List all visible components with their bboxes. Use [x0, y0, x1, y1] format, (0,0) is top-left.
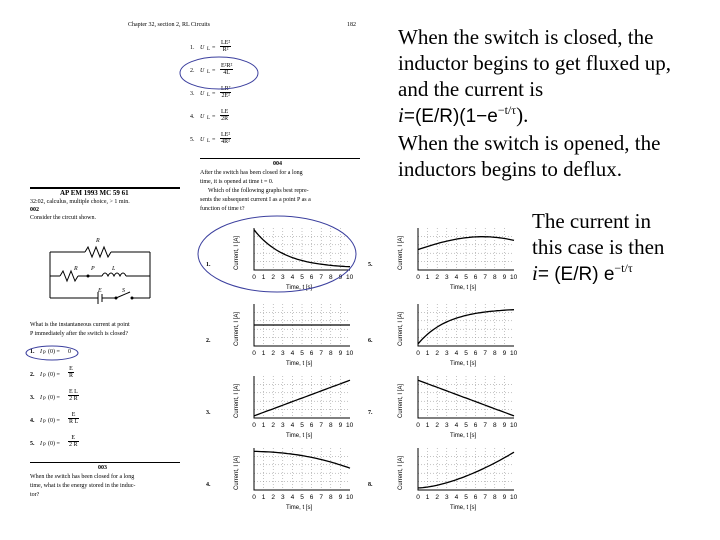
graph-tick-label: 6 — [473, 274, 478, 281]
problem-004-text: After the switch has been closed for a long — [200, 170, 303, 176]
graph-tick-label: 7 — [319, 350, 324, 357]
graph-option-label: 5. — [368, 262, 373, 268]
graph-tick-label: 8 — [493, 274, 497, 281]
graph-tick-label: 7 — [483, 422, 488, 429]
problem-002-question: P immediately after the switch is closed? — [30, 331, 129, 337]
circuit-diagram — [40, 232, 160, 310]
option-sub: P — [43, 374, 46, 379]
problem-003-text: When the switch has been closed for a long — [30, 474, 135, 480]
graph-tick-label: 2 — [435, 494, 440, 501]
problem-004-text: function of time t? — [200, 206, 245, 212]
graph-curve-fall_concave — [254, 451, 350, 468]
problem-002-source: AP EM 1993 MC 59 61 — [60, 189, 129, 197]
graph-tick-label: 5 — [464, 494, 468, 501]
graph-tick-label: 0 — [252, 350, 256, 357]
graph-option-label: 7. — [368, 410, 373, 416]
graph-tick-label: 2 — [435, 274, 440, 281]
problem-003-text: tor? — [30, 492, 40, 498]
problem-001-options: 1. U L = $\frac{\text{LE²}}{\text{R²}}$ 2. U L = $\frac{\text{E²R²}}{4L}$ 3. U L = $\frac{\text{LR²}}{\text{2E²}}$ 4. U L = $\frac{LE}{2R}$ 5. U L = $\frac{\text{LE²}}{\text{4R²}}$ — [190, 40, 233, 145]
option-lhs: I — [40, 395, 42, 401]
graph-tick-label: 0 — [252, 274, 256, 281]
problem-003-text: time, what is the energy stored in the induc- — [30, 483, 136, 489]
graph-tick-label: 0 — [416, 274, 420, 281]
graph-tick-label: 9 — [338, 274, 343, 281]
option-lhs: U — [200, 114, 205, 120]
graph-tick-label: 8 — [493, 350, 497, 357]
graph-tick-label: 10 — [510, 494, 518, 501]
graph-ylabel: Current, I [A] — [398, 311, 404, 346]
problem-002-question: What is the instantaneous current at point — [30, 322, 130, 328]
graph-svg — [200, 298, 360, 372]
option-lhs: U — [200, 137, 205, 143]
answer-circle-002 — [24, 344, 80, 362]
graph-xlabel: Time, t [s] — [286, 361, 313, 367]
option-arg: (0) = — [48, 441, 60, 447]
option-fraction: $\frac{LE}{2R}$ — [221, 109, 229, 122]
notes-closed-switch — [398, 24, 671, 182]
divider — [30, 462, 180, 463]
option-arg: (0) = — [48, 349, 60, 355]
circuit-label-r-left: R — [74, 266, 78, 272]
notes-line: When the switch is closed, the — [398, 25, 654, 49]
circuit-label-inductor: L — [112, 266, 116, 272]
option-label: 2. — [190, 68, 195, 74]
option-sub: L — [207, 139, 211, 144]
graph-tick-label: 5 — [464, 274, 468, 281]
graph-tick-label: 2 — [271, 274, 276, 281]
option-lhs: I — [40, 441, 42, 447]
graph-tick-label: 7 — [483, 350, 488, 357]
option-fraction: $\frac{E}{2 R}$ — [69, 435, 78, 448]
graph-tick-label: 1 — [425, 274, 430, 281]
option-sub: P — [43, 443, 46, 448]
graph-tick-label: 6 — [309, 350, 314, 357]
graph-tick-label: 8 — [329, 422, 333, 429]
graph-panel-3 — [200, 370, 360, 444]
option-lhs: U — [200, 68, 205, 74]
graph-tick-label: 4 — [290, 274, 295, 281]
option-sub: P — [43, 351, 46, 356]
notes-opened-switch — [532, 208, 664, 288]
graph-panel-8 — [364, 442, 524, 516]
graph-tick-label: 10 — [346, 274, 354, 281]
graph-tick-label: 10 — [346, 494, 354, 501]
option-label: 3. — [30, 395, 35, 401]
answer-circle-004 — [196, 214, 358, 294]
graph-option-label: 2. — [206, 338, 211, 344]
graph-tick-label: 0 — [416, 494, 420, 501]
notes-line: this case is then — [532, 235, 665, 259]
graph-tick-label: 10 — [510, 274, 518, 281]
option-sub: L — [207, 93, 211, 98]
option-label: 1. — [30, 349, 35, 355]
graph-tick-label: 3 — [281, 350, 285, 357]
option-lhs: U — [200, 91, 205, 97]
graph-xlabel: Time, t [s] — [286, 433, 313, 439]
graph-tick-label: 3 — [281, 422, 285, 429]
answer-circle-001 — [178, 54, 260, 92]
graph-tick-label: 7 — [319, 494, 324, 501]
notes-line: inductors begins to deflux. — [398, 157, 622, 181]
graph-tick-label: 0 — [252, 494, 256, 501]
graph-tick-label: 3 — [281, 274, 285, 281]
graph-tick-label: 1 — [425, 350, 430, 357]
option-label: 5. — [190, 137, 195, 143]
graph-tick-label: 5 — [300, 494, 304, 501]
graph-tick-label: 1 — [425, 494, 430, 501]
graph-tick-label: 0 — [416, 422, 420, 429]
option-sub: L — [207, 70, 211, 75]
graph-tick-label: 4 — [290, 422, 295, 429]
graph-tick-label: 9 — [502, 274, 507, 281]
graph-xlabel: Time, t [s] — [450, 361, 477, 367]
graph-tick-label: 10 — [346, 350, 354, 357]
option-sub: L — [207, 47, 211, 52]
graph-tick-label: 10 — [510, 350, 518, 357]
graph-tick-label: 4 — [290, 494, 295, 501]
graph-panel-7 — [364, 370, 524, 444]
graph-tick-label: 0 — [416, 350, 420, 357]
graph-tick-label: 6 — [309, 494, 314, 501]
graph-tick-label: 2 — [271, 422, 276, 429]
graph-ylabel: Current, I [A] — [234, 311, 240, 346]
graph-tick-label: 8 — [493, 422, 497, 429]
graph-ylabel: Current, I [A] — [234, 383, 240, 418]
graph-tick-label: 9 — [338, 422, 343, 429]
graph-tick-label: 2 — [435, 422, 440, 429]
notes-line: inductor begins to get fluxed up, — [398, 51, 671, 75]
graph-tick-label: 3 — [445, 422, 449, 429]
graph-svg — [364, 370, 524, 444]
option-label: 4. — [30, 418, 35, 424]
graph-option-label: 8. — [368, 482, 373, 488]
option-lhs: I — [40, 349, 42, 355]
problem-002-number: 002 — [30, 207, 39, 213]
graph-tick-label: 7 — [483, 274, 488, 281]
chapter-header: Chapter 32, section 2, RL Circuits — [128, 22, 210, 28]
option-sub: P — [43, 397, 46, 402]
option-sub: L — [207, 116, 211, 121]
graph-tick-label: 8 — [493, 494, 497, 501]
problem-004-text: sents the subsequent current I as a point P as a — [200, 197, 311, 203]
problem-004-text: Which of the following graphs best repre- — [208, 188, 309, 194]
notes-line: When the switch is opened, the — [398, 131, 661, 155]
graph-ylabel: Current, I [A] — [234, 235, 240, 270]
option-fraction: $\frac{\text{LE²}}{\text{R²}}$ — [221, 40, 231, 53]
graph-xlabel: Time, t [s] — [450, 505, 477, 511]
option-fraction: $\frac{\text{LE²}}{\text{4R²}}$ — [221, 132, 231, 145]
graph-tick-label: 5 — [464, 422, 468, 429]
graph-tick-label: 5 — [464, 350, 468, 357]
notes-equation-opened: i= (E/R) $e^{-t/\tau}$ — [532, 261, 633, 285]
graph-tick-label: 10 — [346, 422, 354, 429]
graph-panel-4 — [200, 442, 360, 516]
graph-tick-label: 6 — [309, 422, 314, 429]
option-label: 4. — [190, 114, 195, 120]
graph-svg — [200, 370, 360, 444]
graph-xlabel: Time, t [s] — [450, 285, 477, 291]
option-fraction: $\frac{\text{LR²}}{\text{2E²}}$ — [221, 86, 231, 99]
problem-002-meta: 32:02, calculus, multiple choice, > 1 min. — [30, 199, 130, 205]
graph-ylabel: Current, I [A] — [398, 235, 404, 270]
graph-tick-label: 9 — [338, 494, 343, 501]
option-arg: (0) = — [48, 418, 60, 424]
graph-tick-label: 4 — [290, 350, 295, 357]
graph-option-label: 4. — [206, 482, 211, 488]
graph-curve-rise — [418, 310, 514, 344]
notes-equation-closed: $i=(E/R)(1-e^{-t/\tau})$. — [398, 103, 529, 127]
notes-line: and the current is — [398, 77, 544, 101]
graph-tick-label: 5 — [300, 422, 304, 429]
graph-ylabel: Current, I [A] — [398, 455, 404, 490]
graph-option-label: 3. — [206, 410, 211, 416]
graph-tick-label: 1 — [261, 494, 266, 501]
option-lhs: U — [200, 45, 205, 51]
graph-tick-label: 4 — [454, 350, 459, 357]
graph-xlabel: Time, t [s] — [450, 433, 477, 439]
page-number: 182 — [347, 22, 356, 28]
circuit-label-point: P — [91, 266, 95, 272]
option-fraction: $\frac{E}{\text{R L}}$ — [69, 412, 79, 425]
option-lhs: I — [40, 418, 42, 424]
graph-tick-label: 3 — [445, 350, 449, 357]
problem-002-prompt: Consider the circuit shown. — [30, 215, 96, 221]
graph-tick-label: 4 — [454, 274, 459, 281]
notes-line: The current in — [532, 209, 651, 233]
graph-tick-label: 4 — [454, 494, 459, 501]
graph-tick-label: 7 — [319, 274, 324, 281]
graph-xlabel: Time, t [s] — [286, 285, 313, 291]
option-lhs: I — [40, 372, 42, 378]
problem-004-text: time, it is opened at time t = 0. — [200, 179, 274, 185]
graph-tick-label: 3 — [445, 274, 449, 281]
graph-tick-label: 1 — [261, 274, 266, 281]
problem-003-number: 003 — [98, 465, 107, 471]
option-sub: P — [43, 420, 46, 425]
graph-ylabel: Current, I [A] — [234, 455, 240, 490]
option-arg: (0) = — [48, 372, 60, 378]
graph-tick-label: 9 — [338, 350, 343, 357]
graph-tick-label: 6 — [473, 350, 478, 357]
graph-tick-label: 6 — [473, 422, 478, 429]
graph-xlabel: Time, t [s] — [286, 505, 313, 511]
graph-panel-5 — [364, 222, 524, 296]
graph-tick-label: 3 — [281, 494, 285, 501]
graph-tick-label: 2 — [271, 494, 276, 501]
graph-ylabel: Current, I [A] — [398, 383, 404, 418]
option-label: 3. — [190, 91, 195, 97]
option-label: 2. — [30, 372, 35, 378]
graph-tick-label: 6 — [309, 274, 314, 281]
graph-tick-label: 9 — [502, 422, 507, 429]
option-label: 1. — [190, 45, 195, 51]
circuit-label-emf: E — [98, 288, 102, 294]
graph-tick-label: 3 — [445, 494, 449, 501]
graph-tick-label: 8 — [329, 350, 333, 357]
graph-tick-label: 2 — [271, 350, 276, 357]
graph-panel-2 — [200, 298, 360, 372]
graph-tick-label: 1 — [261, 350, 266, 357]
graph-svg — [364, 298, 524, 372]
circuit-label-switch: S — [122, 288, 125, 294]
divider — [200, 158, 360, 159]
graph-tick-label: 10 — [510, 422, 518, 429]
graph-tick-label: 9 — [502, 350, 507, 357]
graph-tick-label: 1 — [425, 422, 430, 429]
option-arg: (0) = — [48, 395, 60, 401]
graph-svg — [200, 442, 360, 516]
graph-svg — [364, 442, 524, 516]
graph-option-label: 6. — [368, 338, 373, 344]
graph-tick-label: 8 — [329, 494, 333, 501]
graph-tick-label: 7 — [319, 422, 324, 429]
graph-tick-label: 1 — [261, 422, 266, 429]
circuit-label-r-top: R — [96, 238, 100, 244]
graph-option-label: 1. — [206, 262, 211, 268]
graph-tick-label: 5 — [300, 350, 304, 357]
option-fraction: $\frac{\text{E²R²}}{4L}$ — [221, 63, 233, 76]
graph-tick-label: 9 — [502, 494, 507, 501]
graph-tick-label: 6 — [473, 494, 478, 501]
option-fraction: $\frac{E}{R}$ — [69, 366, 74, 379]
option-fraction: $\frac{\text{E L}}{2 R}$ — [69, 389, 78, 402]
graph-panel-6 — [364, 298, 524, 372]
option-label: 5. — [30, 441, 35, 447]
option-value: 0 — [68, 349, 71, 355]
graph-tick-label: 4 — [454, 422, 459, 429]
graph-svg — [364, 222, 524, 296]
graph-tick-label: 8 — [329, 274, 333, 281]
graph-tick-label: 7 — [483, 494, 488, 501]
graph-tick-label: 2 — [435, 350, 440, 357]
graph-tick-label: 5 — [300, 274, 304, 281]
problem-004-number: 004 — [273, 161, 282, 167]
graph-tick-label: 0 — [252, 422, 256, 429]
